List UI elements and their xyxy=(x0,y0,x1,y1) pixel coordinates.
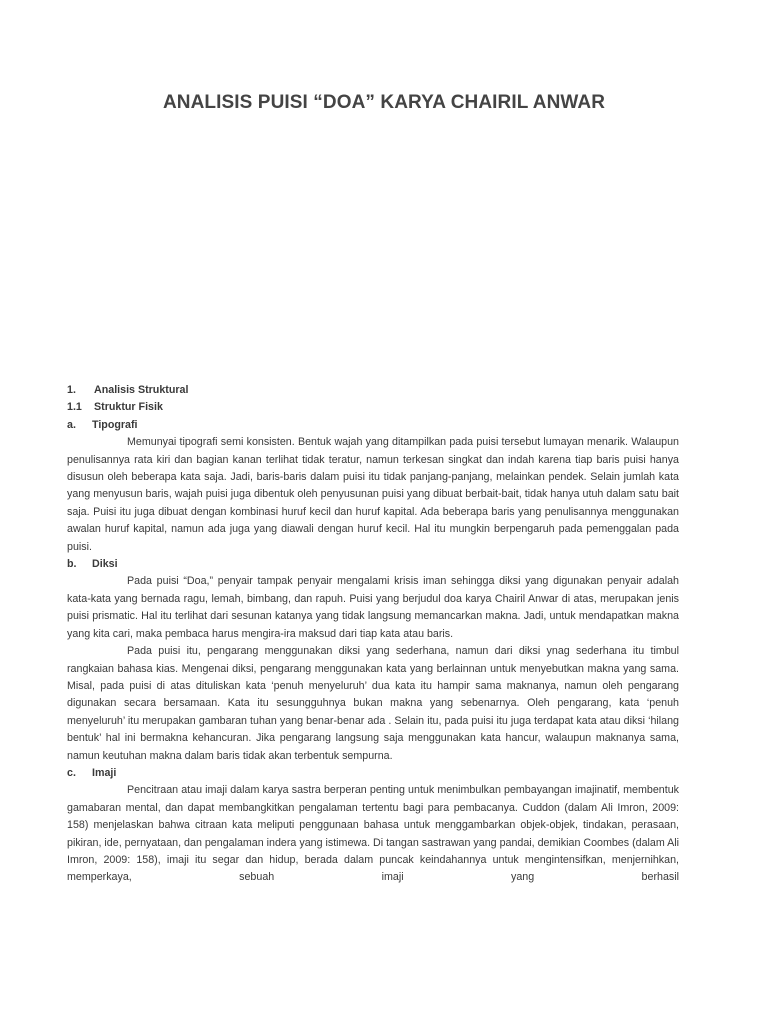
section-number: b. xyxy=(67,558,77,571)
section-number: 1. xyxy=(67,384,76,396)
paragraph-diksi-2: Pada puisi itu, pengarang menggunakan diksi yang sederhana, namun dari diksi ynag sederhana itu timbul rangkaian bahasa kias. Mengenai diksi, pengarang menggunakan kata yang berlainnan untuk menyebutkan makna yang sama. Misal, pada puisi di atas dituliskan kata ‘penuh menyeluruh’ dua kata itu hampir sama maknanya, namun oleh pengarang digunakan secara bersamaan. Kata itu sesungguhnya bukan makna yang sebenarnya. Oleh pengarang, kata ‘penuh menyeluruh’ itu merupakan gambaran tuhan yang benar-benar ada . Selain itu, pada puisi itu juga terdapat kata atau diksi ‘hilang bentuk’ hal ini bermakna kehancuran. Jika pengarang langsung saja menggunakan kata hancur, walaupun maknanya sama, namun keutuhan makna dalam baris tidak akan terbentuk sempurna. xyxy=(67,645,679,762)
paragraph-diksi-1: Pada puisi “Doa,” penyair tampak penyair mengalami krisis iman sehingga diksi yang digunakan penyair adalah kata-kata yang bernada ragu, lemah, bimbang, dan rapuh. Puisi yang berjudul doa karya Chairil Anwar di atas, merupakan jenis puisi prismatic. Hal itu terlihat dari sesunan katanya yang tidak langsung memancarkan makna. Jadi, untuk mendapatkan makna yang kita cari, maka pembaca harus mengira-ira maksud dari tiap kata atau baris. xyxy=(67,575,679,640)
document-title: ANALISIS PUISI “DOA” KARYA CHAIRIL ANWAR xyxy=(162,92,606,113)
section-heading-c xyxy=(67,765,679,782)
section-label: Struktur Fisik xyxy=(94,401,163,414)
paragraph-tipografi: Memunyai tipografi semi konsisten. Bentuk wajah yang ditampilkan pada puisi tersebut lumayan menarik. Walaupun penulisannya rata kiri dan bagian kanan terlihat tidak teratur, namun terkesan singkat dan indah karena tiap baris puisi hanya disusun oleh beberapa kata saja. Jadi, baris-baris dalam puisi itu tidak panjang-panjang, melainkan pendek. Selain jumlah kata yang menyusun baris, wajah puisi juga dibentuk oleh penyusunan puisi yang dibuat berbait-bait, tidak hanya utuh dalam satu bait saja. Puisi itu juga dibuat dengan kombinasi huruf kecil dan huruf kapital. Ada beberapa baris yang penulisannya menggunakan awalan huruf kapital, namun ada juga yang diawali dengan huruf kecil. Hal itu mungkin berpengaruh pada pemenggalan pada puisi. xyxy=(67,436,679,553)
section-number: a. xyxy=(67,418,76,431)
paragraph-imaji: Pencitraan atau imaji dalam karya sastra berperan penting untuk menimbulkan pembayangan imajinatif, membentuk gamabaran mental, dan dapat membangkitkan pengalaman tertentu bagi para pembacanya. Cuddon (dalam Ali Imron, 2009: 158) menjelaskan bahwa citraan kata meliputi penggunaan bahasa untuk menggambarkan objek-objek, tindakan, perasaan, pikiran, ide, pernyataan, dan pengalaman indera yang istimewa. Di tangan sastrawan yang pandai, demikian Coombes (dalam Ali Imron, 2009: 158), imaji itu segar dan hidup, berada dalam puncak keindahannya untuk mengintensifkan, menjernihkan, memperkaya, sebuah imaji yang berhasil xyxy=(67,784,679,884)
section-label: Imaji xyxy=(92,766,117,779)
section-number: 1.1 xyxy=(67,401,82,414)
section-heading-a xyxy=(67,417,679,434)
document-body xyxy=(67,382,679,887)
section-label: Analisis Struktural xyxy=(94,384,189,396)
section-heading-b xyxy=(67,556,679,573)
section-label: Tipografi xyxy=(92,418,138,431)
section-label: Diksi xyxy=(92,558,118,571)
section-number: c. xyxy=(67,766,76,779)
section-heading-1 xyxy=(67,382,679,399)
section-heading-1-1 xyxy=(67,399,679,416)
